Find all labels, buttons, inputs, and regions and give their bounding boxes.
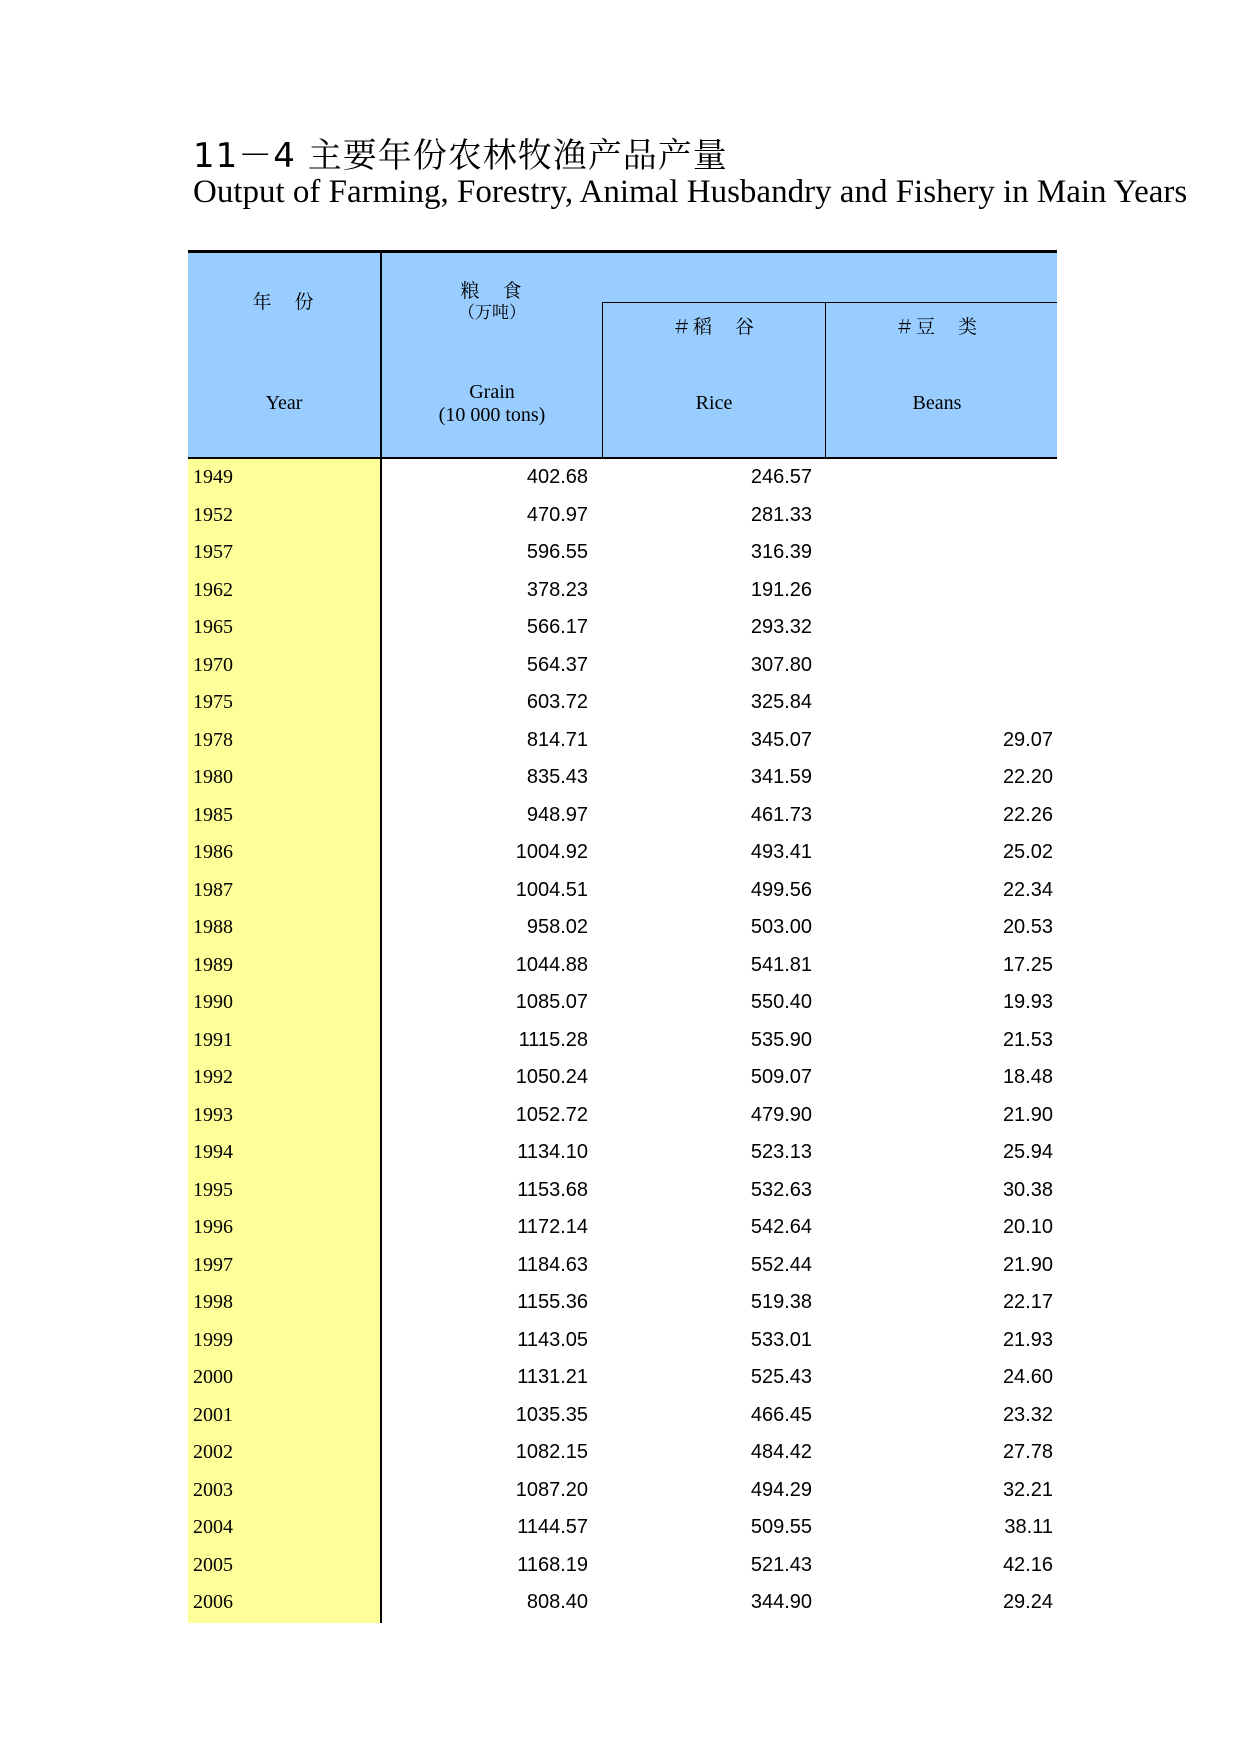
header-rice-en: Rice: [695, 392, 733, 414]
table-row: [188, 1059, 1057, 1097]
table-row: [188, 1547, 1057, 1585]
header-year-en: Year: [265, 392, 303, 414]
rice-cell: 535.90: [750, 1028, 812, 1051]
table-row: [188, 1584, 1057, 1622]
beans-cell: 18.48: [1002, 1066, 1053, 1088]
grain-cell: 596.55: [526, 541, 588, 563]
header-rice-cn: ＃稻 谷: [671, 316, 756, 338]
rice-cell: 246.57: [750, 466, 812, 488]
grain-cell: 1085.07: [515, 991, 588, 1013]
table-row: [188, 534, 1057, 572]
year-cell: 1965: [193, 616, 233, 638]
header-subgroup-line: [602, 302, 1057, 303]
grain-cell: 402.68: [526, 466, 588, 488]
grain-cell: 1184.63: [517, 1253, 588, 1276]
table-row: [188, 1284, 1057, 1322]
table-row: [188, 1172, 1057, 1210]
table-row: [188, 459, 1057, 497]
year-cell: 2003: [193, 1478, 233, 1501]
grain-cell: 814.71: [526, 728, 588, 751]
grain-cell: 1052.72: [515, 1103, 588, 1126]
beans-cell: [830, 609, 1053, 647]
rice-cell: 281.33: [750, 503, 812, 526]
grain-cell: 470.97: [526, 503, 588, 526]
year-cell: 2002: [193, 1441, 233, 1463]
beans-cell: 25.94: [1002, 1141, 1053, 1163]
year-cell: 1993: [193, 1103, 233, 1126]
header-beans-en: Beans: [912, 392, 962, 414]
year-cell: 1987: [193, 878, 233, 901]
year-cell: 1978: [193, 728, 233, 751]
rice-cell: 509.07: [750, 1066, 812, 1088]
beans-cell: 22.17: [1002, 1291, 1053, 1313]
year-cell: 1962: [193, 578, 233, 601]
grain-cell: 566.17: [526, 616, 588, 638]
beans-cell: 22.20: [1002, 766, 1053, 788]
grain-cell: 1087.20: [515, 1478, 588, 1501]
table-row: [188, 1434, 1057, 1472]
table-row: [188, 722, 1057, 760]
beans-cell: 42.16: [1002, 1553, 1053, 1576]
year-cell: 1952: [193, 503, 233, 526]
grain-cell: 564.37: [526, 653, 588, 676]
rice-cell: 344.90: [750, 1591, 812, 1613]
beans-cell: 29.07: [1002, 728, 1053, 751]
table-row: [188, 797, 1057, 835]
year-cell: 1989: [193, 953, 233, 976]
page-title-en: Output of Farming, Forestry, Animal Husbandry and Fishery in Main Years: [193, 174, 1188, 210]
table-row: [188, 647, 1057, 685]
year-cell: 1991: [193, 1028, 233, 1051]
beans-cell: 19.93: [1002, 991, 1053, 1013]
year-cell: 1985: [193, 803, 233, 826]
rice-cell: 532.63: [750, 1178, 812, 1201]
year-cell: 1990: [193, 991, 233, 1013]
grain-cell: 1134.10: [517, 1141, 588, 1163]
rice-cell: 533.01: [750, 1328, 812, 1351]
grain-cell: 1115.28: [518, 1028, 588, 1051]
grain-cell: 603.72: [526, 691, 588, 713]
beans-cell: [830, 534, 1053, 572]
grain-cell: 1143.05: [517, 1328, 588, 1351]
beans-cell: 23.32: [1002, 1403, 1053, 1426]
rice-cell: 509.55: [750, 1516, 812, 1538]
rice-cell: 484.42: [750, 1441, 812, 1463]
table-row: [188, 834, 1057, 872]
grain-cell: 1168.19: [517, 1553, 588, 1576]
grain-cell: 1131.21: [517, 1366, 588, 1388]
rice-cell: 519.38: [750, 1291, 812, 1313]
beans-cell: 21.90: [1002, 1253, 1053, 1276]
grain-cell: 958.02: [526, 916, 588, 938]
rice-cell: 493.41: [750, 841, 812, 863]
rice-cell: 525.43: [750, 1366, 812, 1388]
grain-cell: 1035.35: [515, 1403, 588, 1426]
year-cell: 2006: [193, 1591, 233, 1613]
year-cell: 1970: [193, 653, 233, 676]
grain-cell: 948.97: [526, 803, 588, 826]
header-grain-en: Grain: [469, 381, 515, 403]
year-cell: 1980: [193, 766, 233, 788]
grain-cell: 1155.36: [517, 1291, 588, 1313]
table-row: [188, 1509, 1057, 1547]
table-row: [188, 609, 1057, 647]
grain-cell: 1153.68: [517, 1178, 588, 1201]
beans-cell: 22.26: [1002, 803, 1053, 826]
year-cell: 2000: [193, 1366, 233, 1388]
rice-cell: 542.64: [750, 1216, 812, 1238]
table-row: [188, 909, 1057, 947]
rice-cell: 503.00: [750, 916, 812, 938]
year-cell: 1975: [193, 691, 233, 713]
rice-cell: 466.45: [750, 1403, 812, 1426]
beans-cell: 21.90: [1002, 1103, 1053, 1126]
table-row: [188, 1134, 1057, 1172]
beans-cell: 32.21: [1002, 1478, 1053, 1501]
output-table: [188, 250, 1057, 1613]
table-row: [188, 1322, 1057, 1360]
header-grain-unit-en: (10 000 tons): [438, 404, 546, 426]
table-row: [188, 1097, 1057, 1135]
beans-cell: 21.93: [1002, 1328, 1053, 1351]
header-grain-unit-cn: （万吨）: [458, 303, 526, 323]
rice-cell: 541.81: [750, 953, 812, 976]
beans-cell: 30.38: [1002, 1178, 1053, 1201]
beans-cell: [830, 684, 1053, 722]
rice-cell: 499.56: [750, 878, 812, 901]
grain-cell: 1172.14: [517, 1216, 588, 1238]
grain-cell: 1044.88: [515, 953, 588, 976]
grain-cell: 1050.24: [515, 1066, 588, 1088]
grain-cell: 1144.57: [517, 1516, 588, 1538]
rice-cell: 316.39: [750, 541, 812, 563]
year-cell: 1997: [193, 1253, 233, 1276]
grain-cell: 1004.51: [515, 878, 588, 901]
rice-cell: 521.43: [750, 1553, 812, 1576]
rice-cell: 461.73: [750, 803, 812, 826]
beans-cell: 22.34: [1002, 878, 1053, 901]
rice-cell: 523.13: [750, 1141, 812, 1163]
table-row: [188, 1022, 1057, 1060]
table-row: [188, 1472, 1057, 1510]
year-cell: 1986: [193, 841, 233, 863]
rice-cell: 325.84: [750, 691, 812, 713]
beans-cell: 20.53: [1002, 916, 1053, 938]
year-cell: 1988: [193, 916, 233, 938]
table-row: [188, 984, 1057, 1022]
year-cell: 1996: [193, 1216, 233, 1238]
table-row: [188, 1209, 1057, 1247]
grain-cell: 378.23: [526, 578, 588, 601]
beans-cell: [830, 572, 1053, 610]
rice-cell: 345.07: [750, 728, 812, 751]
rice-cell: 191.26: [750, 578, 812, 601]
beans-cell: 21.53: [1002, 1028, 1053, 1051]
year-cell: 2001: [193, 1403, 233, 1426]
beans-cell: [830, 459, 1053, 497]
year-cell: 1995: [193, 1178, 233, 1201]
beans-cell: 20.10: [1002, 1216, 1053, 1238]
grain-cell: 835.43: [526, 766, 588, 788]
table-row: [188, 497, 1057, 535]
grain-cell: 1082.15: [515, 1441, 588, 1463]
year-cell: 1957: [193, 541, 233, 563]
table-row: [188, 684, 1057, 722]
table-row: [188, 947, 1057, 985]
page-title-cn: 11－4 主要年份农林牧渔产品产量: [193, 136, 728, 176]
table-row: [188, 1359, 1057, 1397]
rice-cell: 341.59: [750, 766, 812, 788]
table-row: [188, 1247, 1057, 1285]
header-beans-cn: ＃豆 类: [894, 316, 979, 338]
beans-cell: 27.78: [1002, 1441, 1053, 1463]
table-row: [188, 759, 1057, 797]
rice-cell: 550.40: [750, 991, 812, 1013]
year-cell: 1949: [193, 466, 233, 488]
table-row: [188, 572, 1057, 610]
beans-cell: 24.60: [1002, 1366, 1053, 1388]
table-row: [188, 872, 1057, 910]
header-grain-cn: 粮 食: [460, 280, 524, 302]
header-year-cn: 年 份: [252, 291, 316, 313]
rice-cell: 479.90: [750, 1103, 812, 1126]
beans-cell: 29.24: [1002, 1591, 1053, 1613]
year-cell: 2004: [193, 1516, 233, 1538]
year-cell: 1998: [193, 1291, 233, 1313]
year-cell: 1994: [193, 1141, 233, 1163]
rice-cell: 293.32: [750, 616, 812, 638]
grain-cell: 808.40: [526, 1591, 588, 1613]
year-cell: 1999: [193, 1328, 233, 1351]
table-row: [188, 1397, 1057, 1435]
beans-cell: 25.02: [1002, 841, 1053, 863]
year-cell: 1992: [193, 1066, 233, 1088]
table-header: [188, 250, 1057, 459]
beans-cell: [830, 497, 1053, 535]
rice-cell: 552.44: [750, 1253, 812, 1276]
beans-cell: 38.11: [1004, 1516, 1053, 1538]
year-cell: 2005: [193, 1553, 233, 1576]
rice-cell: 307.80: [750, 653, 812, 676]
beans-cell: 17.25: [1002, 953, 1053, 976]
beans-cell: [830, 647, 1053, 685]
grain-cell: 1004.92: [515, 841, 588, 863]
rice-cell: 494.29: [750, 1478, 812, 1501]
